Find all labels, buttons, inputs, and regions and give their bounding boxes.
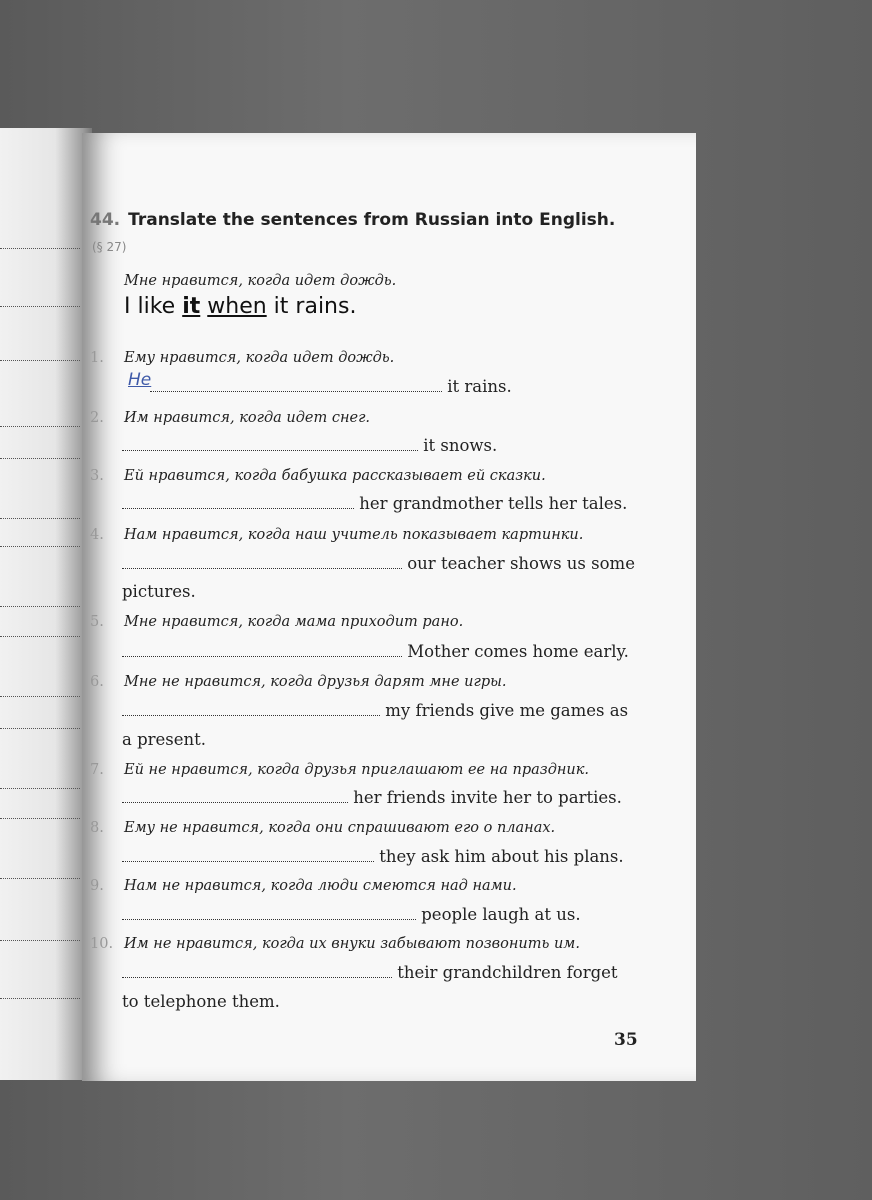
blank-line — [0, 248, 80, 249]
item-english-continued: pictures. — [122, 582, 196, 601]
answer-line[interactable] — [150, 377, 512, 396]
item-number: 9. — [90, 878, 104, 894]
item-number: 1. — [90, 350, 104, 366]
item-english-continued: a present. — [122, 730, 207, 749]
blank-line — [0, 306, 80, 307]
item-number: 10. — [90, 936, 114, 952]
item-russian — [90, 468, 546, 484]
item-russian-text: Ему не нравится, когда они спрашивают его о планах. — [124, 820, 556, 836]
item-russian — [90, 527, 584, 543]
item-russian — [90, 674, 507, 690]
item-russian — [90, 350, 395, 366]
item-russian — [90, 410, 371, 426]
item-number: 6. — [90, 674, 104, 690]
item-russian — [90, 762, 590, 778]
item-russian — [90, 936, 580, 952]
item-russian-text: Им нравится, когда идет снег. — [124, 410, 371, 426]
answer-line[interactable] — [122, 642, 629, 661]
blank-dots — [122, 504, 354, 509]
example-english — [124, 294, 356, 319]
answer-line[interactable] — [122, 847, 624, 866]
blank-line — [0, 426, 80, 427]
blank-dots — [122, 652, 402, 657]
item-number: 2. — [90, 410, 104, 426]
item-english: Mother comes home early. — [407, 642, 629, 661]
item-russian-text: Нам не нравится, когда люди смеются над нами. — [124, 878, 517, 894]
item-russian — [90, 820, 556, 836]
blank-dots — [122, 446, 418, 451]
item-russian-text: Мне нравится, когда мама приходит рано. — [124, 614, 464, 630]
item-english: their grandchildren forget — [397, 963, 618, 982]
item-english: they ask him about his plans. — [379, 847, 624, 866]
example-underlined-when: when — [207, 294, 267, 319]
item-russian-text: Ей не нравится, когда друзья приглашают ее на праздник. — [124, 762, 590, 778]
answer-line[interactable] — [122, 788, 622, 807]
page-number: 35 — [614, 1030, 638, 1050]
blank-dots — [122, 711, 380, 716]
item-russian-text: Ей нравится, когда бабушка рассказывает ей сказки. — [124, 468, 546, 484]
item-english-continued: to telephone them. — [122, 992, 280, 1011]
item-russian-text: Нам нравится, когда наш учитель показывает картинки. — [124, 527, 584, 543]
item-number: 3. — [90, 468, 104, 484]
grammar-reference: (§ 27) — [92, 240, 127, 254]
example-text: it rains. — [266, 294, 357, 319]
example-underlined-it: it — [182, 294, 201, 319]
answer-line[interactable] — [122, 554, 635, 573]
item-russian-text: Им не нравится, когда их внуки забывают позвонить им. — [124, 936, 580, 952]
left-neighbour-page — [0, 128, 92, 1080]
blank-line — [0, 360, 80, 361]
example-russian: Мне нравится, когда идет дождь. — [124, 273, 397, 289]
blank-line — [0, 728, 80, 729]
example-text: I like — [124, 294, 183, 319]
item-number: 5. — [90, 614, 104, 630]
exercise-number: 44. — [90, 210, 121, 230]
answer-line[interactable] — [122, 701, 628, 720]
item-english: our teacher shows us some — [407, 554, 635, 573]
blank-line — [0, 818, 80, 819]
blank-dots — [122, 915, 416, 920]
item-russian — [90, 614, 464, 630]
item-number: 4. — [90, 527, 104, 543]
blank-line — [0, 458, 80, 459]
blank-line — [0, 878, 80, 879]
blank-line — [0, 606, 80, 607]
blank-line — [0, 788, 80, 789]
item-russian — [90, 878, 517, 894]
blank-line — [0, 998, 80, 999]
blank-line — [0, 696, 80, 697]
blank-dots — [122, 564, 402, 569]
item-english: people laugh at us. — [421, 905, 581, 924]
answer-line[interactable] — [122, 963, 618, 982]
handwritten-answer: He — [128, 370, 152, 390]
item-russian-text: Ему нравится, когда идет дождь. — [124, 350, 395, 366]
blank-line — [0, 518, 80, 519]
answer-line[interactable] — [122, 905, 581, 924]
answer-line[interactable] — [122, 494, 627, 513]
exercise-heading — [90, 210, 615, 230]
blank-dots — [122, 798, 348, 803]
item-russian-text: Мне не нравится, когда друзья дарят мне игры. — [124, 674, 507, 690]
blank-dots — [122, 973, 392, 978]
item-english: my friends give me games as — [385, 701, 629, 720]
item-english: her grandmother tells her tales. — [359, 494, 628, 513]
blank-line — [0, 940, 80, 941]
item-english: her friends invite her to parties. — [353, 788, 622, 807]
item-english: it rains. — [447, 377, 512, 396]
blank-dots — [122, 857, 374, 862]
blank-line — [0, 636, 80, 637]
answer-line[interactable] — [122, 436, 497, 455]
exercise-title: Translate the sentences from Russian into English. — [128, 210, 616, 230]
blank-line — [0, 546, 80, 547]
item-english: it snows. — [423, 436, 498, 455]
blank-dots — [150, 387, 442, 392]
item-number: 7. — [90, 762, 104, 778]
item-number: 8. — [90, 820, 104, 836]
